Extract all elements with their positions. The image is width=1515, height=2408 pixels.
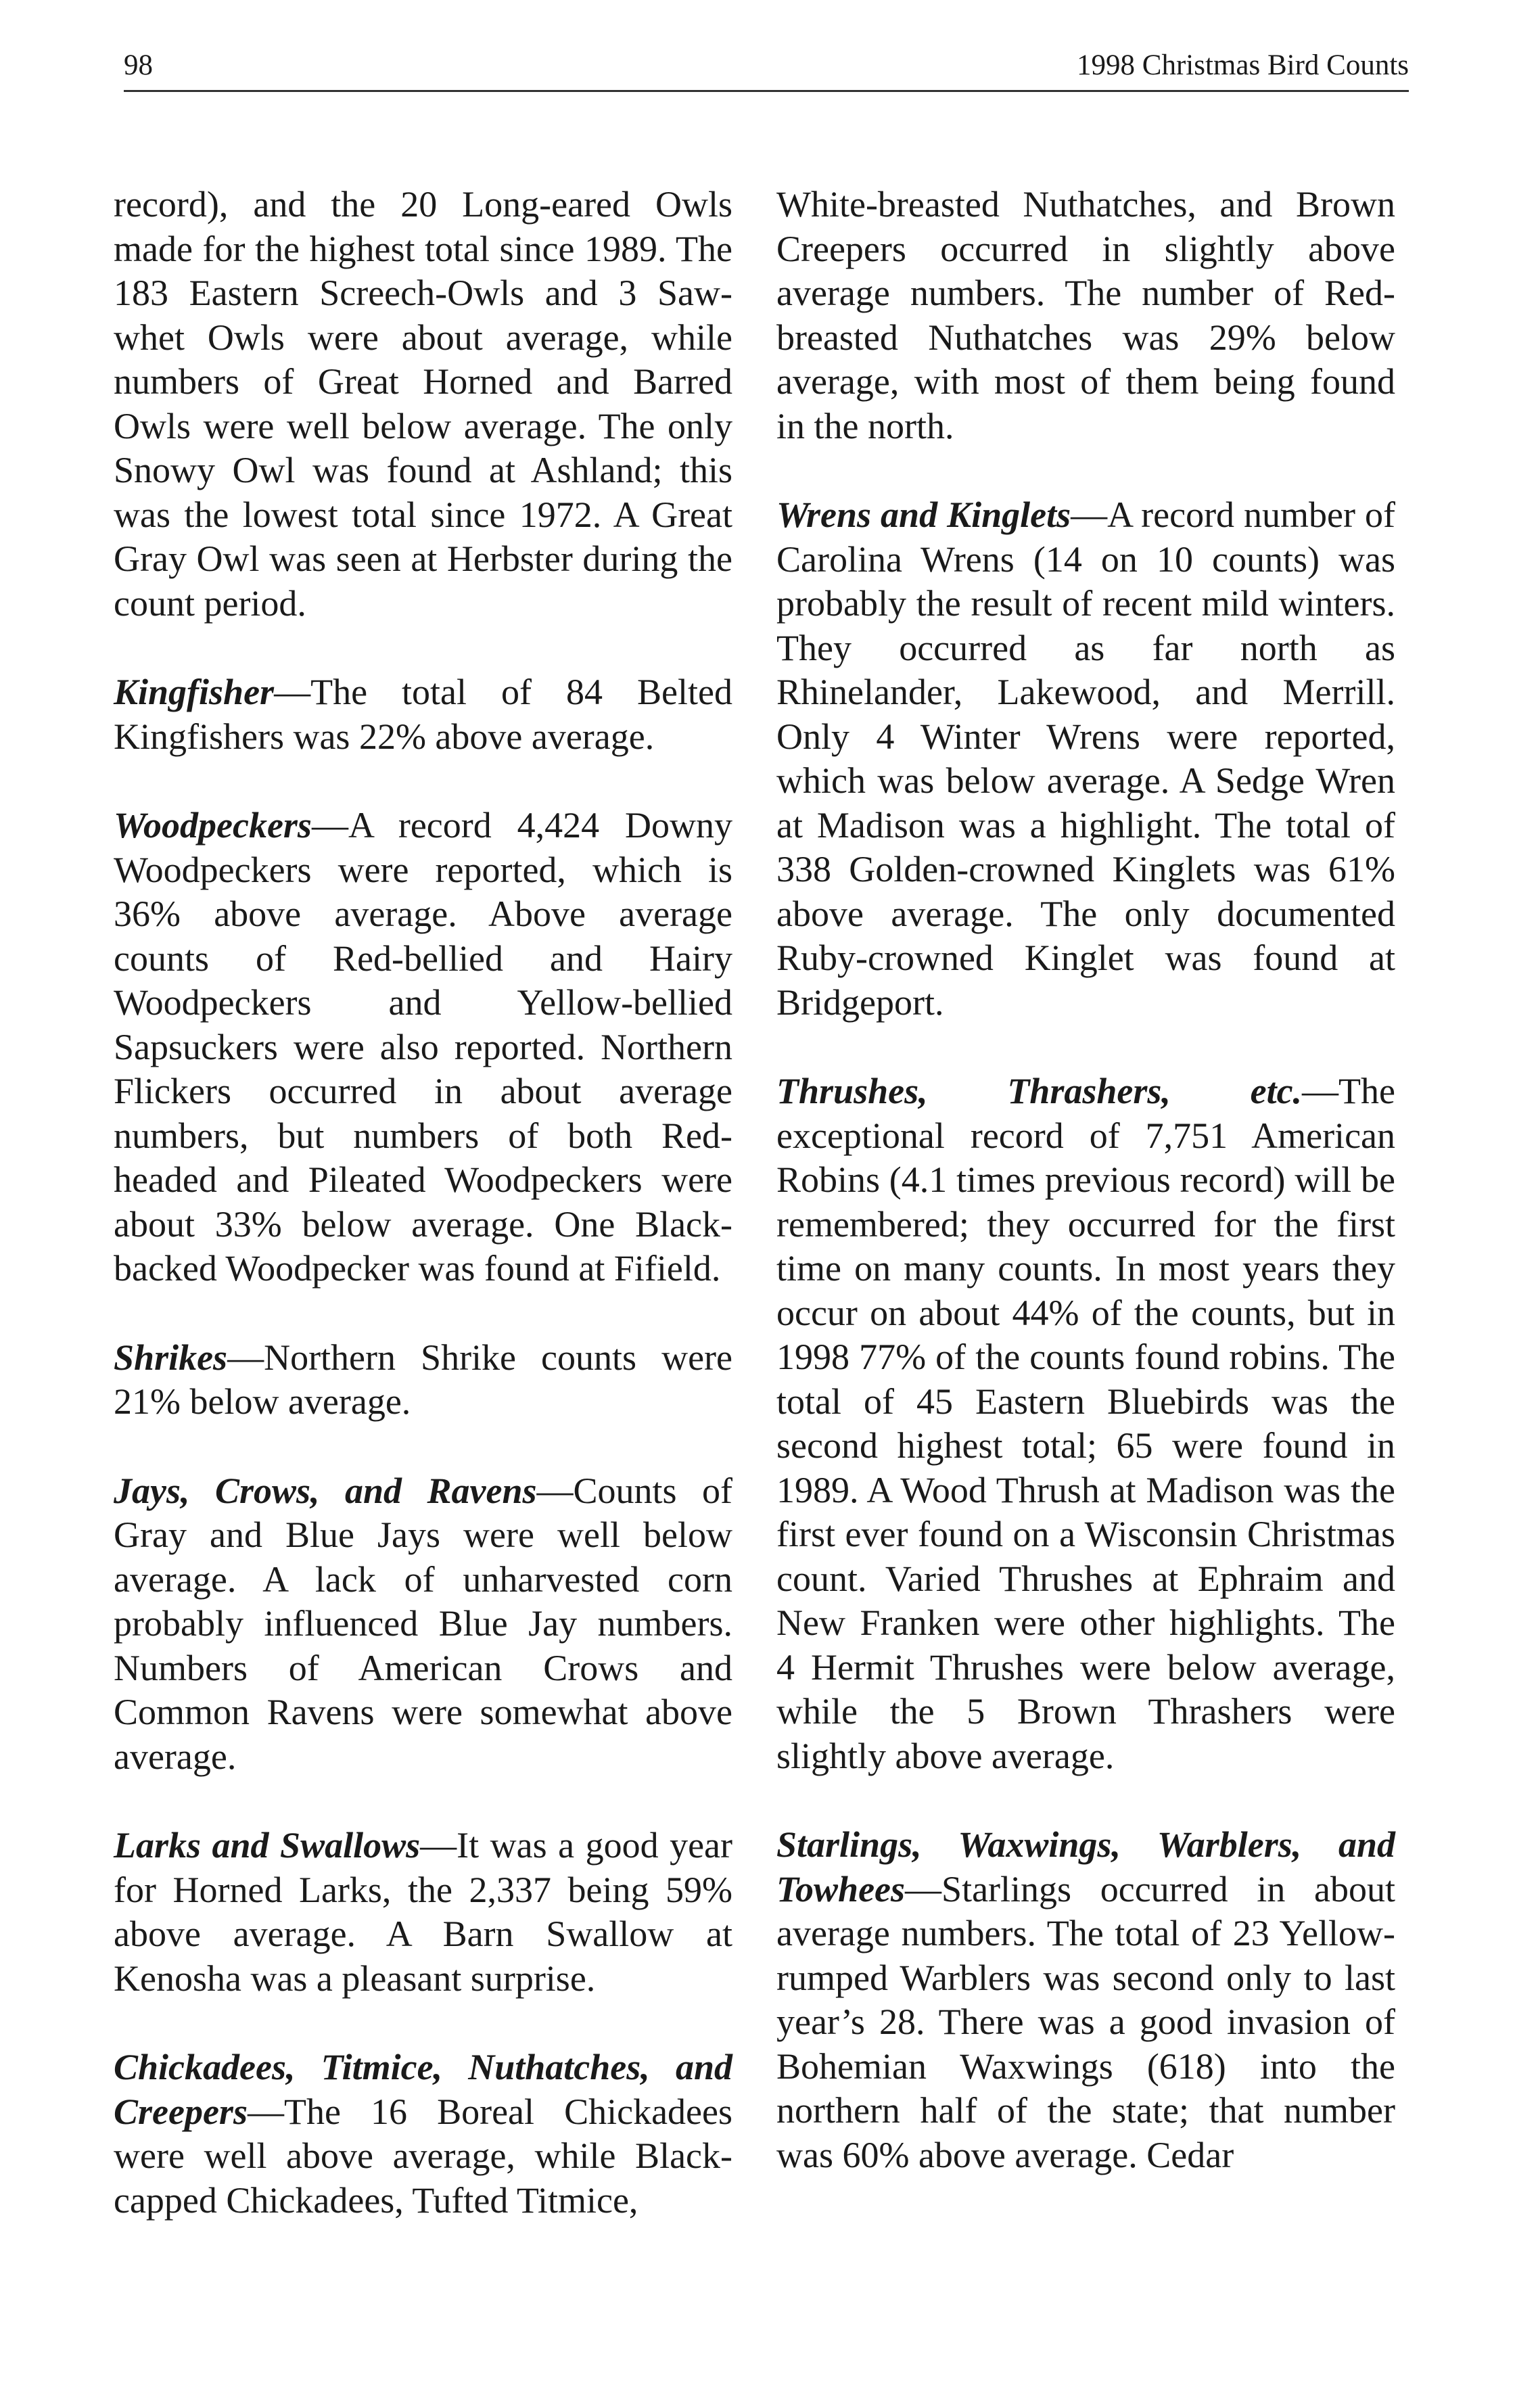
paragraph-chickadees xyxy=(114,2045,732,2223)
paragraph-thrushes-thrashers xyxy=(776,1069,1395,1778)
paragraph-shrikes xyxy=(114,1336,732,1425)
paragraph-jays-crows-ravens xyxy=(114,1469,732,1780)
paragraph-text: —The total of 84 Belted Kingfishers was 22% above average. xyxy=(114,672,732,757)
paragraph-text: record), and the 20 Long-eared Owls made for the highest total since 1989. The 183 Eastern Screech-Owls and 3 Saw-whet Owls were about average, while numbers of Great Horned and Barred Owls were well below average. The only Snowy Owl was found at Ashland; this was the lowest total since 1972. A Great Gray Owl was seen at Herbster during the count period. xyxy=(114,184,732,624)
section-heading: Wrens and Kinglets xyxy=(776,494,1071,535)
paragraph-text: —Starlings occurred in about average numbers. The total of 23 Yellow-rumped Warblers was second only to last year’s 28. There was a good invasion of Bohemian Waxwings (618) into the northern half of the state; that number was 60% above average. Cedar xyxy=(776,1868,1395,2175)
section-heading: Larks and Swallows xyxy=(114,1825,421,1866)
paragraph-owls-continued xyxy=(114,183,732,626)
paragraph-nuthatches-continued xyxy=(776,183,1395,448)
section-heading: Chickadees, Titmice, Nuthatches, and Creepers xyxy=(114,2047,732,2132)
page-number: 98 xyxy=(124,49,153,81)
section-heading: Shrikes xyxy=(114,1337,228,1378)
paragraph-text: —Northern Shrike counts were 21% below average. xyxy=(114,1337,732,1422)
paragraph-woodpeckers xyxy=(114,804,732,1291)
section-heading: Starlings, Waxwings, Warblers, and Towhees xyxy=(776,1824,1395,1909)
paragraph-text: —A record number of Carolina Wrens (14 on 10 counts) was probably the result of recent mild winters. They occurred as far north as Rhinelander, Lakewood, and Merrill. Only 4 Winter Wrens were reported, which was below average. A Sedge Wren at Madison was a highlight. The total of 338 Golden-crowned Kinglets was 61% above average. The only documented Ruby-crowned Kinglet was found at Bridgeport. xyxy=(776,494,1395,1023)
paragraph-text: —Counts of Gray and Blue Jays were well below average. A lack of unharvested corn probably influenced Blue Jay numbers. Numbers of American Crows and Common Ravens were somewhat above average. xyxy=(114,1470,732,1777)
left-column xyxy=(114,183,732,2267)
paragraph-text: —It was a good year for Horned Larks, the 2,337 being 59% above average. A Barn Swallow at Kenosha was a pleasant surprise. xyxy=(114,1825,732,1999)
paragraph-kingfisher xyxy=(114,670,732,759)
paragraph-text: —The 16 Boreal Chickadees were well above average, while Black-capped Chickadees, Tufted Titmice, xyxy=(114,2091,732,2221)
right-column xyxy=(776,183,1395,2222)
paragraph-larks-swallows xyxy=(114,1824,732,2001)
running-head xyxy=(124,42,1409,89)
section-heading: Kingfisher xyxy=(114,672,275,712)
header-rule xyxy=(124,90,1409,92)
section-heading: Woodpeckers xyxy=(114,805,312,846)
paragraph-wrens-kinglets xyxy=(776,493,1395,1025)
running-head-title: 1998 Christmas Bird Counts xyxy=(1077,49,1409,81)
section-heading: Thrushes, Thrashers, etc. xyxy=(776,1071,1303,1111)
paragraph-text: White-breasted Nuthatches, and Brown Creepers occurred in slightly above average numbers. The number of Red-breasted Nuthatches was 29% below average, with most of them being found in the north. xyxy=(776,184,1395,446)
paragraph-text: —The exceptional record of 7,751 American Robins (4.1 times previous record) will be remembered; they occurred for the first time on many counts. In most years they occur on about 44% of the counts, but in 1998 77% of the counts found robins. The total of 45 Eastern Bluebirds was the second highest total; 65 were found in 1989. A Wood Thrush at Madison was the first ever found on a Wisconsin Christmas count. Varied Thrushes at Ephraim and New Franken were other highlights. The 4 Hermit Thrushes were below average, while the 5 Brown Thrashers were slightly above average. xyxy=(776,1071,1395,1776)
paragraph-starlings-waxwings xyxy=(776,1823,1395,2177)
paragraph-text: —A record 4,424 Downy Woodpeckers were reported, which is 36% above average. Above average counts of Red-bellied and Hairy Woodpeckers and Yellow-bellied Sapsuckers were also reported. Northern Flickers occurred in about average numbers, but numbers of both Red-headed and Pileated Woodpeckers were about 33% below average. One Black-backed Woodpecker was found at Fifield. xyxy=(114,805,732,1289)
section-heading: Jays, Crows, and Ravens xyxy=(114,1470,537,1511)
